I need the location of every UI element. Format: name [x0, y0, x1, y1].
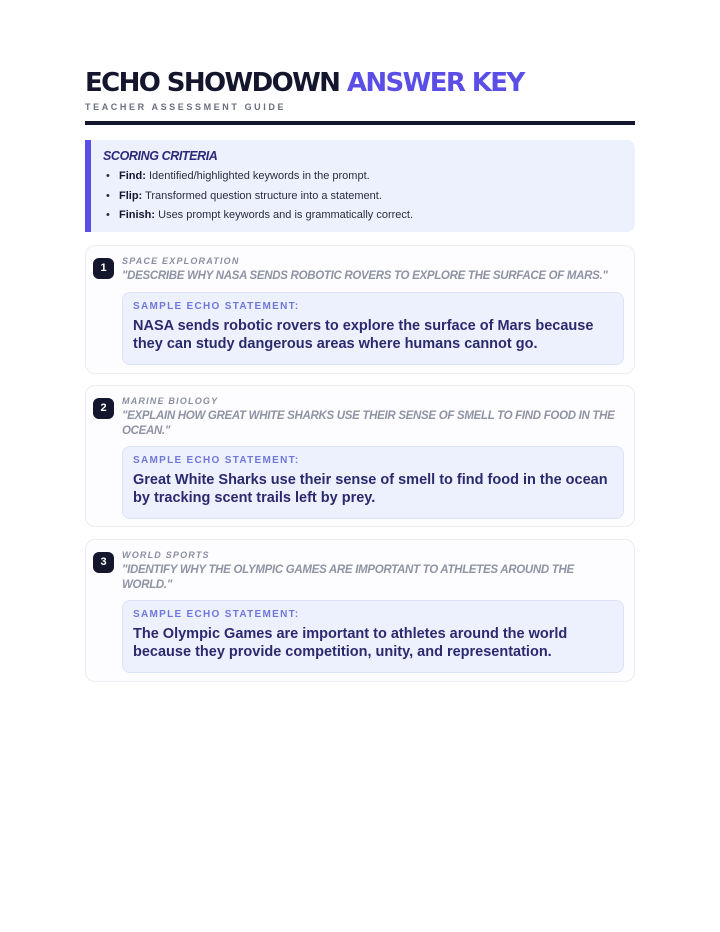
question-prompt: "IDENTIFY WHY THE OLYMPIC GAMES ARE IMPORTANT TO ATHLETES AROUND THE WORLD.": [122, 564, 574, 591]
criteria-text: Uses prompt keywords and is grammatically correct.: [158, 209, 414, 221]
question-number-badge: 3: [93, 552, 114, 573]
criteria-item-finish: [103, 206, 621, 226]
echo-label: SAMPLE ECHO STATEMENT:: [133, 609, 300, 620]
title-accent: ANSWER KEY: [346, 68, 524, 98]
echo-statement: The Olympic Games are important to athletes around the world because they provide competition, unity, and representation.: [133, 626, 568, 660]
question-topic: SPACE EXPLORATION: [122, 256, 240, 266]
header: [85, 0, 635, 125]
question-card-2: [85, 385, 635, 527]
criteria-term: Find:: [119, 170, 146, 182]
page-subtitle: TEACHER ASSESSMENT GUIDE: [85, 102, 287, 112]
criteria-list: [103, 167, 621, 226]
question-card-1: [85, 245, 635, 374]
echo-statement: NASA sends robotic rovers to explore the surface of Mars because they can study dangerous areas where humans cannot go.: [133, 317, 594, 352]
criteria-term: Flip:: [119, 189, 143, 202]
question-prompt: "DESCRIBE WHY NASA SENDS ROBOTIC ROVERS TO EXPLORE THE SURFACE OF MARS.": [122, 270, 608, 282]
echo-statement: Great White Sharks use their sense of smell to find food in the ocean by tracking scent trails left by prey.: [133, 472, 608, 506]
sample-echo-box: [122, 446, 624, 519]
question-prompt: "EXPLAIN HOW GREAT WHITE SHARKS USE THEIR SENSE OF SMELL TO FIND FOOD IN THE OCEAN.": [122, 410, 615, 437]
question-topic: WORLD SPORTS: [122, 550, 210, 560]
title-main: ECHO SHOWDOWN: [85, 68, 340, 98]
criteria-term: Finish:: [119, 209, 156, 221]
echo-label: SAMPLE ECHO STATEMENT:: [133, 300, 300, 312]
echo-label: SAMPLE ECHO STATEMENT:: [133, 455, 300, 466]
criteria-text: Transformed question structure into a statement.: [145, 189, 382, 202]
criteria-item-flip: [103, 187, 621, 207]
question-topic: MARINE BIOLOGY: [122, 396, 219, 406]
scoring-criteria-box: [85, 140, 635, 232]
criteria-text: Identified/highlighted keywords in the prompt.: [148, 170, 370, 182]
sample-echo-box: [122, 292, 624, 365]
header-divider: [85, 121, 635, 125]
sample-echo-box: [122, 600, 624, 673]
question-card-3: [85, 539, 635, 682]
question-number-badge: 1: [93, 258, 114, 279]
criteria-title: SCORING CRITERIA: [103, 149, 218, 163]
criteria-item-find: [103, 167, 621, 187]
question-number-badge: 2: [93, 398, 114, 419]
page-title: [85, 68, 635, 98]
